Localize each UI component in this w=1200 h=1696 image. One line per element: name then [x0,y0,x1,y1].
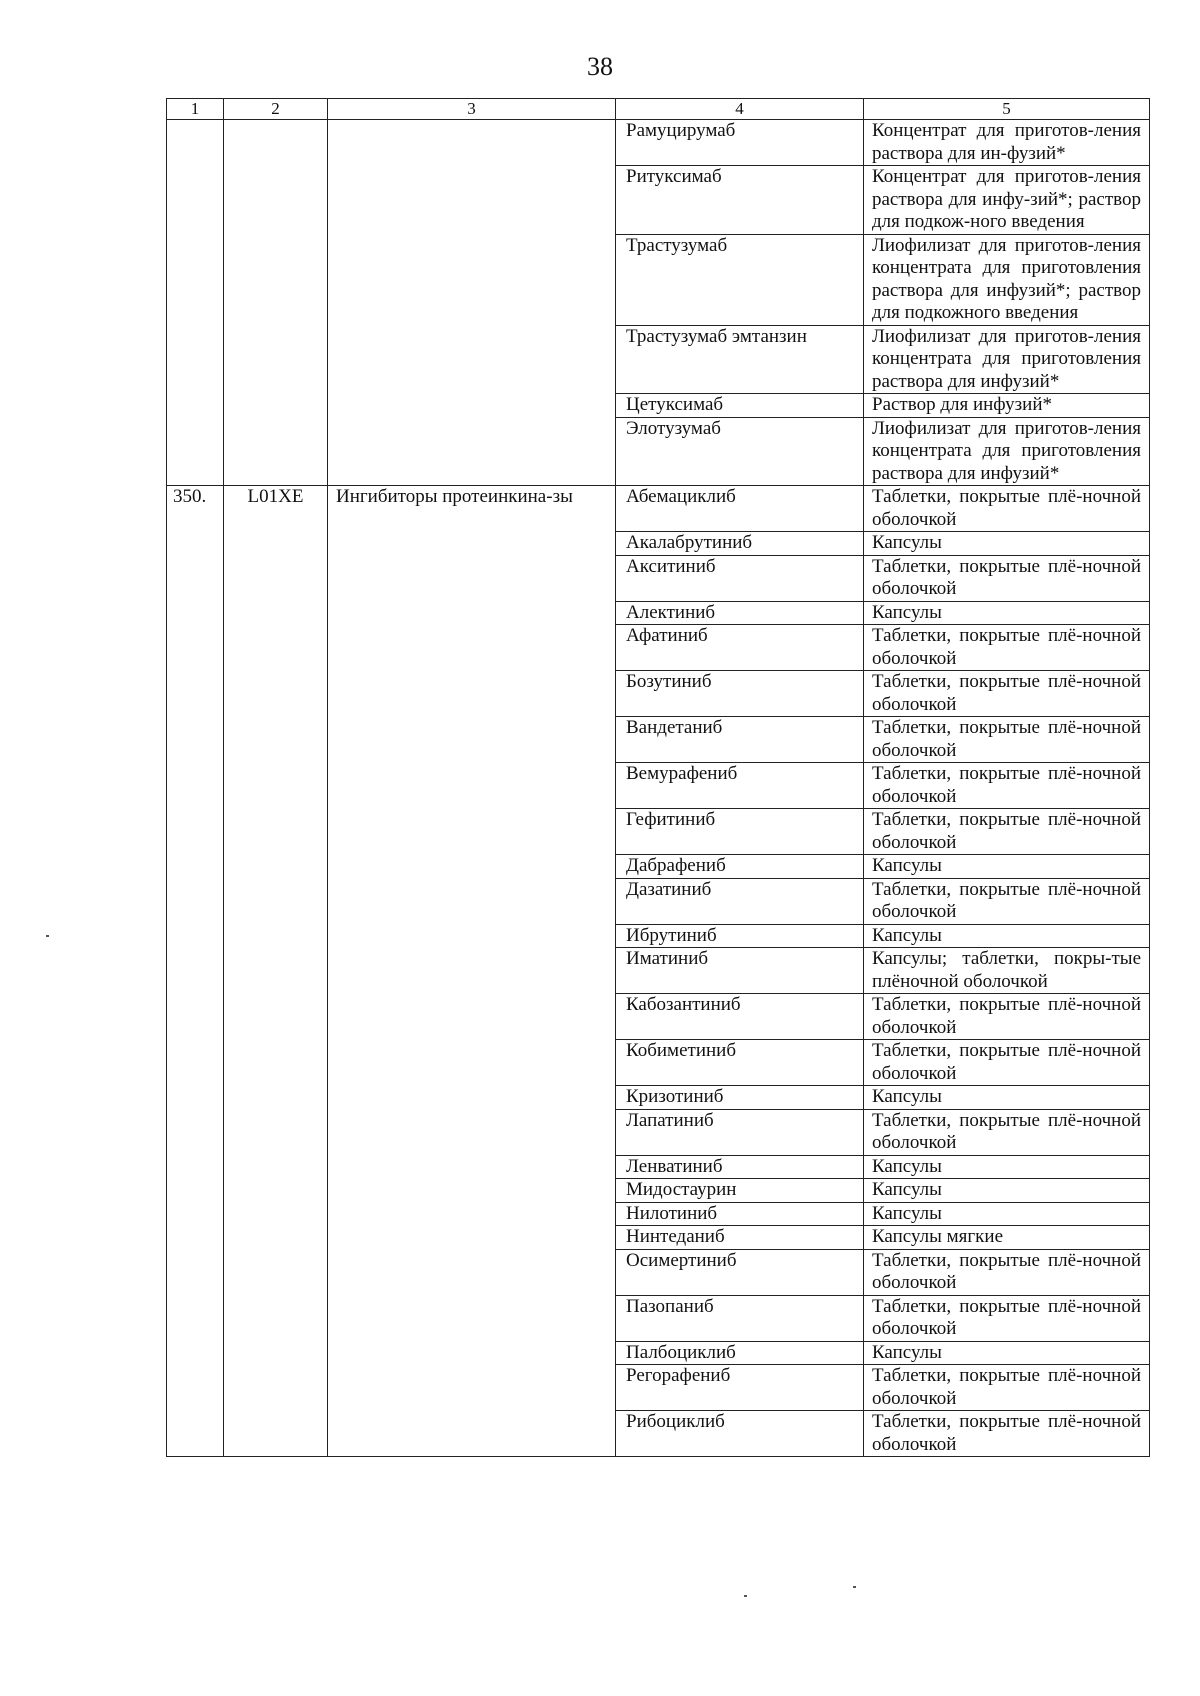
drug-name: Абемациклиб [616,486,864,532]
dosage-form: Капсулы [864,1179,1150,1203]
drug-name: Дазатиниб [616,878,864,924]
dosage-form: Капсулы [864,1086,1150,1110]
drug-name: Нилотиниб [616,1202,864,1226]
dosage-form: Капсулы [864,532,1150,556]
dosage-form: Таблетки, покрытые плё-ночной оболочкой [864,1109,1150,1155]
drug-name: Кабозантиниб [616,994,864,1040]
dosage-form: Капсулы [864,924,1150,948]
dosage-form: Концентрат для приготов-ления раствора для ин-фузий* [864,120,1150,166]
table-header [167,99,1150,120]
number-cell [167,120,224,486]
drug-name: Цетуксимаб [616,394,864,418]
drug-name: Акалабрутиниб [616,532,864,556]
page-number: 38 [587,52,613,81]
drug-name: Палбоциклиб [616,1341,864,1365]
dosage-form: Таблетки, покрытые плё-ночной оболочкой [864,809,1150,855]
drug-name: Акситиниб [616,555,864,601]
column-header: 5 [864,99,1150,120]
dosage-form: Лиофилизат для приготов-ления концентрата для приготовления раствора для инфузий* [864,325,1150,394]
drug-name: Вемурафениб [616,763,864,809]
dosage-form: Таблетки, покрытые плё-ночной оболочкой [864,1365,1150,1411]
drug-name: Вандетаниб [616,717,864,763]
dosage-form: Капсулы; таблетки, покры-тые плёночной оболочкой [864,948,1150,994]
scan-speck [853,1586,856,1588]
dosage-form: Таблетки, покрытые плё-ночной оболочкой [864,1249,1150,1295]
column-header: 2 [224,99,328,120]
scan-speck [744,1595,747,1597]
dosage-form: Капсулы мягкие [864,1226,1150,1250]
dosage-form: Таблетки, покрытые плё-ночной оболочкой [864,1040,1150,1086]
column-header: 1 [167,99,224,120]
dosage-form: Таблетки, покрытые плё-ночной оболочкой [864,1411,1150,1457]
column-header: 4 [616,99,864,120]
drug-name: Нинтеданиб [616,1226,864,1250]
dosage-form: Таблетки, покрытые плё-ночной оболочкой [864,625,1150,671]
dosage-form: Таблетки, покрытые плё-ночной оболочкой [864,717,1150,763]
drug-name: Бозутиниб [616,671,864,717]
drug-name: Иматиниб [616,948,864,994]
dosage-form: Таблетки, покрытые плё-ночной оболочкой [864,671,1150,717]
dosage-form: Лиофилизат для приготов-ления концентрата для приготовления раствора для инфузий*; раствор для подкожного введения [864,234,1150,325]
drug-name: Ритуксимаб [616,166,864,235]
drug-name: Алектиниб [616,601,864,625]
drug-name: Рибоциклиб [616,1411,864,1457]
drug-name: Трастузумаб [616,234,864,325]
drug-name: Афатиниб [616,625,864,671]
drug-name: Трастузумаб эмтанзин [616,325,864,394]
header-row [167,99,1150,120]
group-number: 350. [167,486,224,1457]
drug-name: Лапатиниб [616,1109,864,1155]
drug-name: Пазопаниб [616,1295,864,1341]
column-header: 3 [328,99,616,120]
dosage-form: Таблетки, покрытые плё-ночной оболочкой [864,878,1150,924]
dosage-form: Капсулы [864,1341,1150,1365]
drug-name: Гефитиниб [616,809,864,855]
group-cell [328,120,616,486]
drug-name: Осимертиниб [616,1249,864,1295]
dosage-form: Капсулы [864,1202,1150,1226]
dosage-form: Таблетки, покрытые плё-ночной оболочкой [864,1295,1150,1341]
drug-name: Регорафениб [616,1365,864,1411]
scan-speck [46,935,49,937]
dosage-form: Лиофилизат для приготов-ления концентрата для приготовления раствора для инфузий* [864,417,1150,486]
drug-name: Ленватиниб [616,1155,864,1179]
drug-name: Дабрафениб [616,855,864,879]
group-name: Ингибиторы протеинкина-зы [328,486,616,1457]
dosage-form: Таблетки, покрытые плё-ночной оболочкой [864,486,1150,532]
drug-name: Мидостаурин [616,1179,864,1203]
drug-name: Элотузумаб [616,417,864,486]
drug-name: Рамуцирумаб [616,120,864,166]
dosage-form: Раствор для инфузий* [864,394,1150,418]
drug-name: Кобиметиниб [616,1040,864,1086]
dosage-form: Концентрат для приготов-ления раствора для инфу-зий*; раствор для подкож-ного введения [864,166,1150,235]
drug-name: Кризотиниб [616,1086,864,1110]
dosage-form: Капсулы [864,855,1150,879]
code-cell [224,120,328,486]
table-row [167,486,1150,532]
dosage-form: Таблетки, покрытые плё-ночной оболочкой [864,555,1150,601]
dosage-form: Капсулы [864,1155,1150,1179]
atc-code: L01XE [224,486,328,1457]
dosage-form: Таблетки, покрытые плё-ночной оболочкой [864,994,1150,1040]
drug-table [166,98,1150,1457]
table-body [167,120,1150,1457]
table-row [167,120,1150,166]
dosage-form: Капсулы [864,601,1150,625]
dosage-form: Таблетки, покрытые плё-ночной оболочкой [864,763,1150,809]
drug-name: Ибрутиниб [616,924,864,948]
